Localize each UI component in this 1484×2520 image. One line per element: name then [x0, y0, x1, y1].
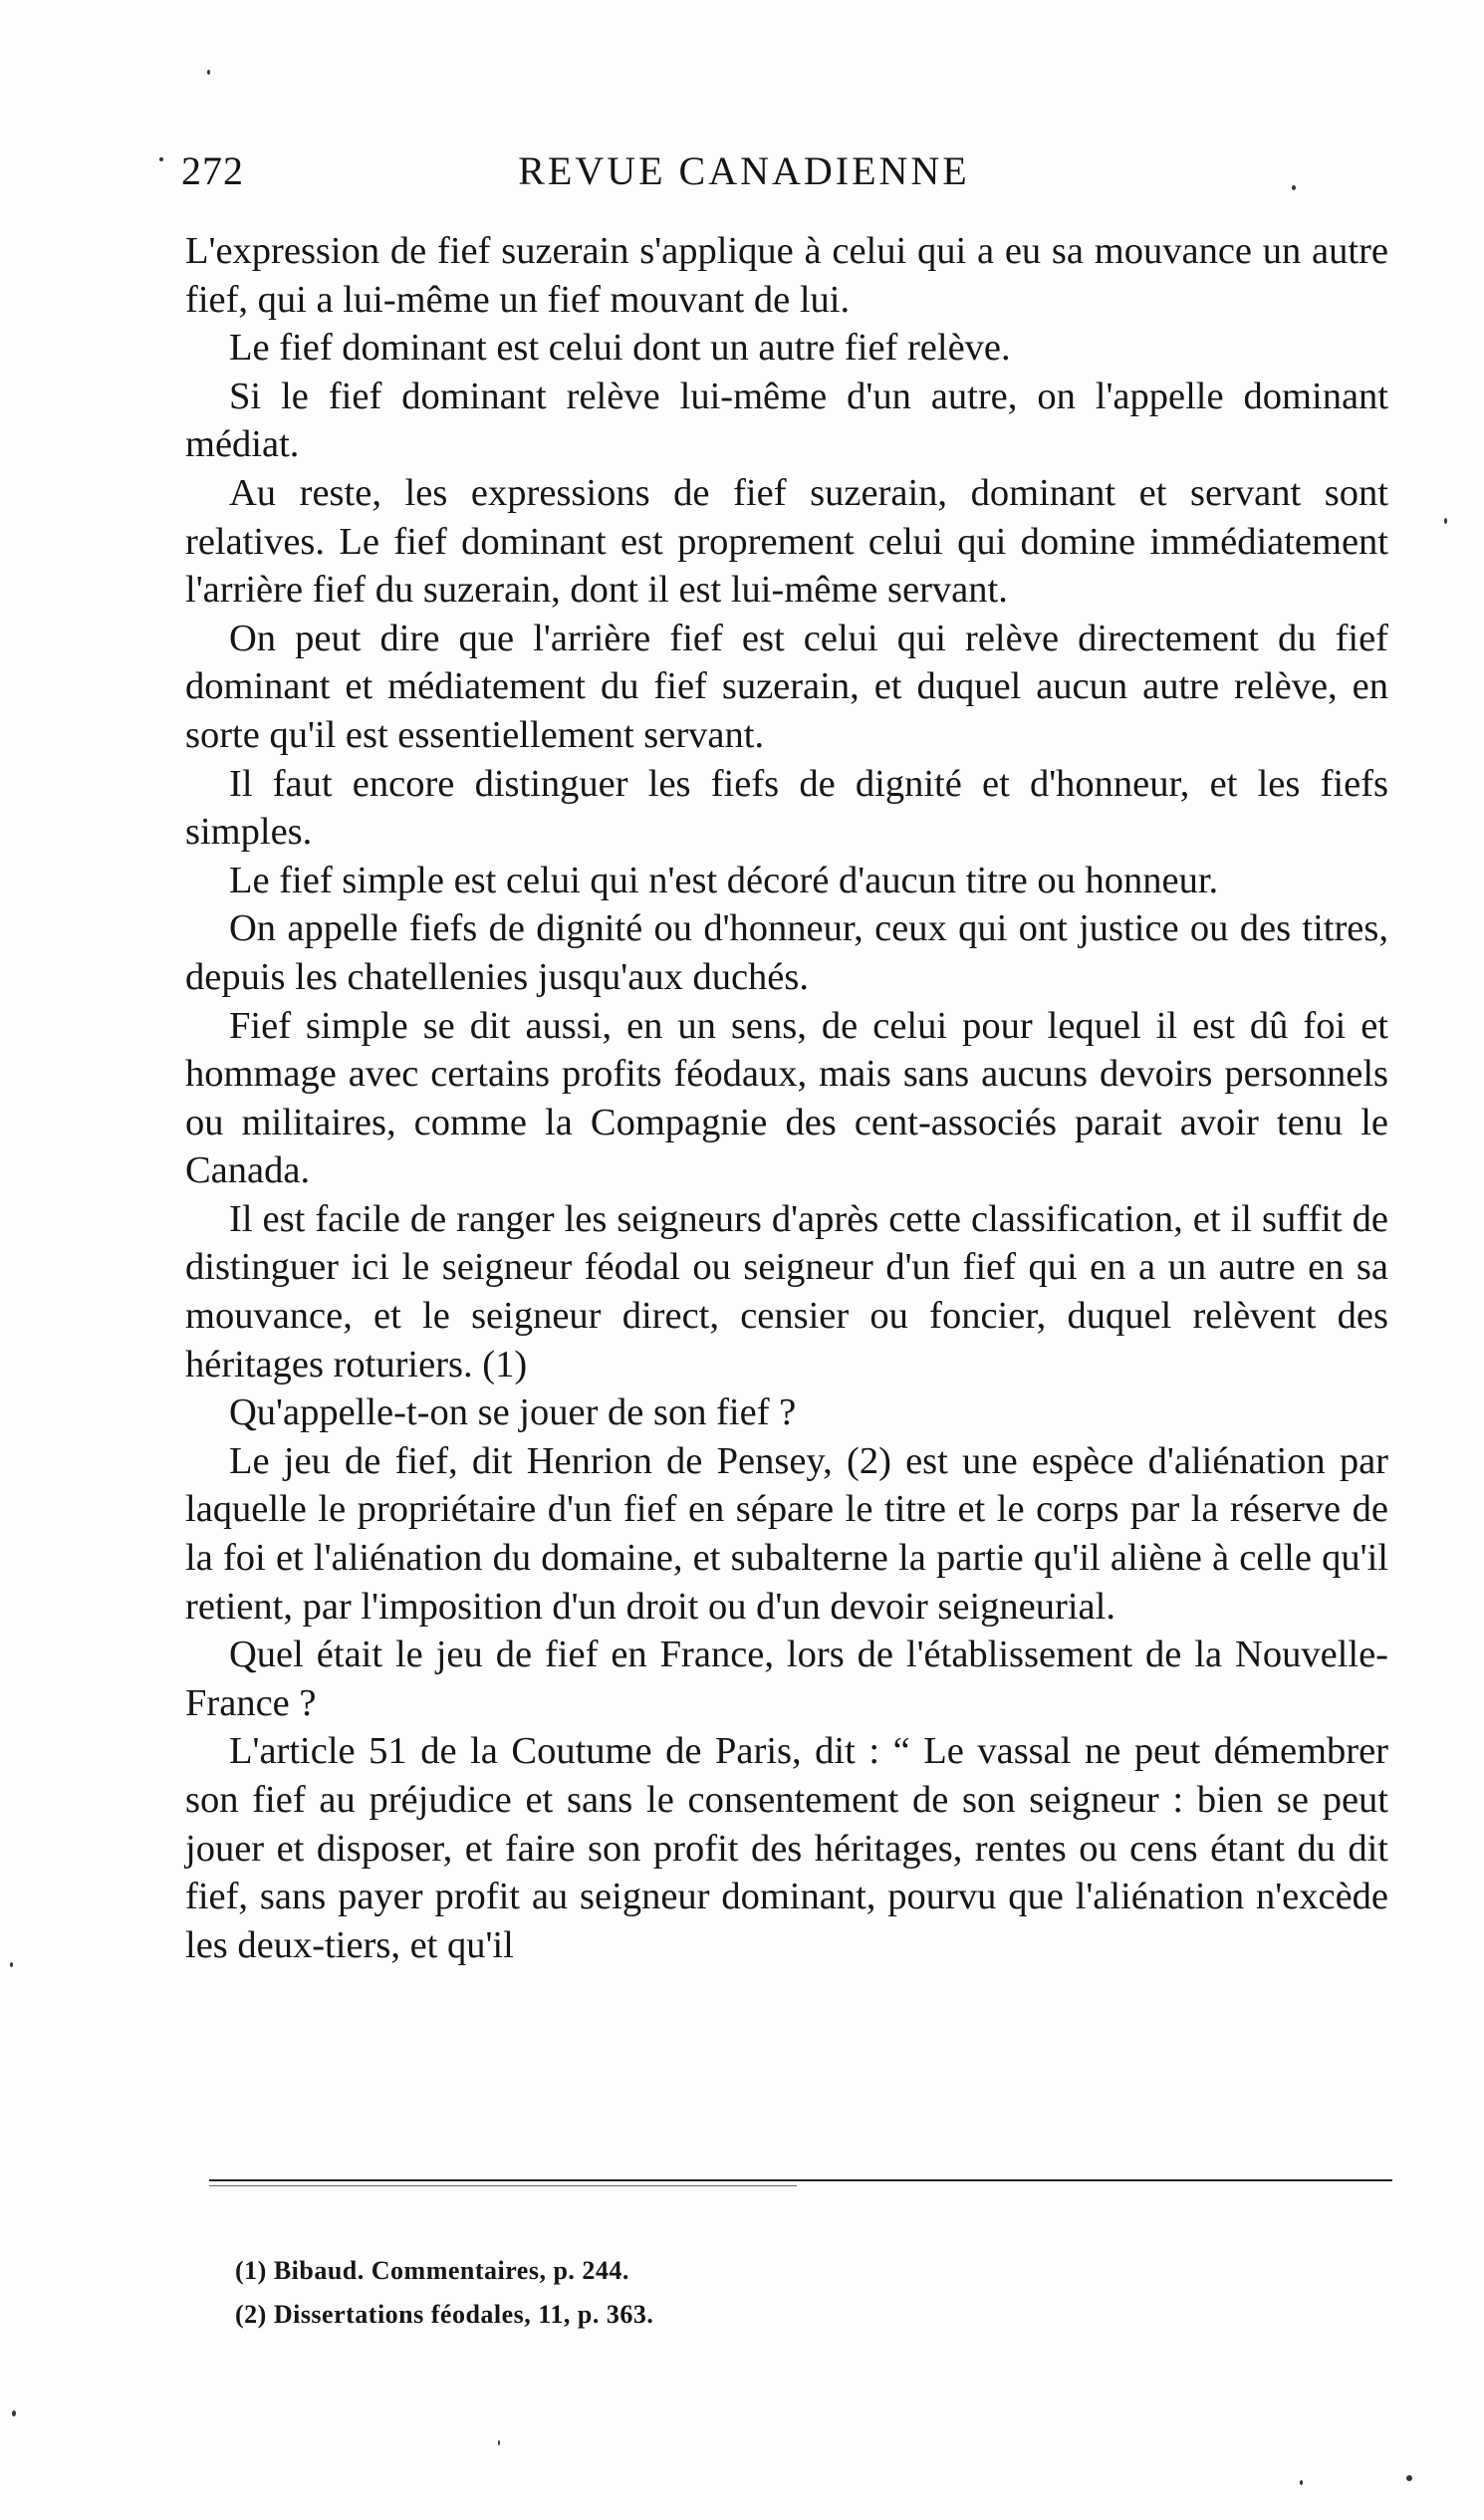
scan-speck [10, 1962, 13, 1967]
scan-speck [1444, 518, 1447, 524]
scan-speck [1300, 2480, 1303, 2485]
paragraph: Qu'appelle-t-on se jouer de son fief ? [229, 1391, 797, 1434]
scan-speck [12, 2410, 16, 2416]
paragraph: Il faut encore distinguer les fiefs de dignité et d'honneur, et les fiefs simples. [185, 762, 1388, 854]
running-title: REVUE CANADIENNE [518, 148, 970, 193]
scan-speck [207, 70, 210, 75]
scan-speck [1406, 2475, 1412, 2481]
paragraph: On peut dire que l'arrière fief est celui qui relève directement du fief dominant et médiatement du fief suzerain, et duquel aucun autre relève, en sorte qu'il est essentiellement servant. [185, 617, 1388, 756]
scan-speck [1292, 185, 1296, 190]
paragraph: Il est facile de ranger les seigneurs d'après cette classification, et il suffit de distinguer ici le seigneur féodal ou seigneur d'un fief qui en a un autre en sa mouvance, et le seigneur direct, censier ou foncier, duquel relèvent des héritages roturiers. (1) [185, 1197, 1388, 1386]
footnote-1: (1) Bibaud. Commentaires, p. 244. [235, 2256, 629, 2285]
scan-speck [498, 2440, 500, 2445]
page-header [181, 147, 1307, 207]
body-text [185, 227, 1388, 1969]
paragraph: L'expression de fief suzerain s'applique à celui qui a eu sa mouvance un autre fief, qui a lui-même un fief mouvant de lui. [185, 230, 1388, 321]
paragraph: Si le fief dominant relève lui-même d'un autre, on l'appelle dominant médiat. [185, 375, 1388, 466]
paragraph: Le fief dominant est celui dont un autre fief relève. [229, 327, 1011, 370]
paragraph: On appelle fiefs de dignité ou d'honneur, ceux qui ont justice ou des titres, depuis les chatellenies jusqu'aux duchés. [185, 907, 1388, 998]
paragraph: Le fief simple est celui qui n'est décoré d'aucun titre ou honneur. [229, 859, 1219, 901]
paragraph: Quel était le jeu de fief en France, lors de l'établissement de la Nouvelle-France ? [185, 1634, 1388, 1724]
page-number: 272 [181, 148, 244, 193]
paragraph: Fief simple se dit aussi, en un sens, de celui pour lequel il est dû foi et hommage avec certains profits féodaux, mais sans aucuns devoirs personnels ou militaires, comme la Compagnie des cent-associés parait avoir tenu le Canada. [185, 1004, 1388, 1192]
paragraph: L'article 51 de la Coutume de Paris, dit : “ Le vassal ne peut démembrer son fief au préjudice et sans le consentement de son seigneur : bien se peut jouer et disposer, et faire son profit des héritages, rentes ou cens étant du dit fief, sans payer profit au seigneur dominant, pourvu que l'aliénation n'excède les deux-tiers, et qu'il [185, 1730, 1388, 1966]
footnote-rule [209, 2179, 1392, 2181]
scan-speck [159, 157, 163, 161]
paragraph: Au reste, les expressions de fief suzerain, dominant et servant sont relatives. Le fief dominant est proprement celui qui domine immédiatement l'arrière fief du suzerain, dont il est lui-même servant. [185, 471, 1388, 612]
paragraph: Le jeu de fief, dit Henrion de Pensey, (2) est une espèce d'aliénation par laquelle le propriétaire d'un fief en sépare le titre et le corps par la réserve de la foi et l'aliénation du domaine, et subalterne la partie qu'il aliène à celle qu'il retient, par l'imposition d'un droit ou d'un devoir seigneurial. [185, 1439, 1388, 1628]
footnote-2: (2) Dissertations féodales, 11, p. 363. [235, 2300, 654, 2329]
footnotes [235, 2249, 1331, 2337]
footnote-rule-thin [209, 2185, 797, 2186]
